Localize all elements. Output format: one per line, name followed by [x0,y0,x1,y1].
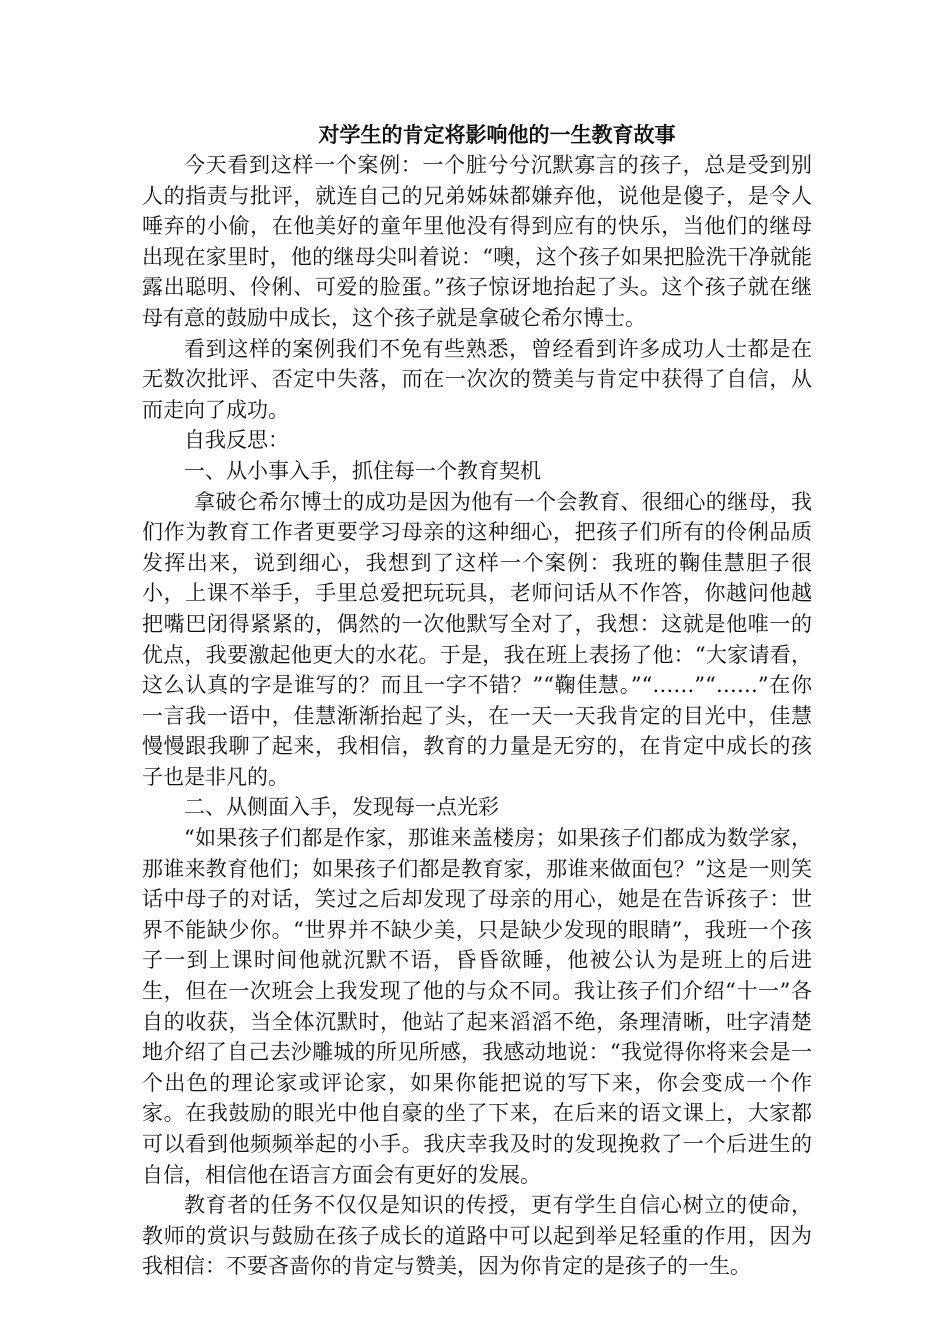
paragraph-section-two: “如果孩子们都是作家，那谁来盖楼房；如果孩子们都成为数学家，那谁来教育他们；如果孩子们都是教育家，那谁来做面包？”这是一则笑话中母子的对话，笑过之后却发现了母亲的用心，她是在告诉孩子：世界不能缺少你。“世界并不缺少美，只是缺少发现的眼睛”，我班一个孩子一到上课时间他就沉默不语，昏昏欲睡，他被公认为是班上的后进生，但在一次班会上我发现了他的与众不同。我让孩子们介绍“十一”各自的收获，当全体沉默时，他站了起来滔滔不绝，条理清晰，吐字清楚地介绍了自己去沙雕城的所见所感，我感动地说：“我觉得你将来会是一个出色的理论家或评论家，如果你能把说的写下来，你会变成一个作家。在我鼓励的眼光中他自豪的坐了下来，在后来的语文课上，大家都可以看到他频频举起的小手。我庆幸我及时的发现挽救了一个后进生的自信，相信他在语言方面会有更好的发展。 [142,826,812,1187]
paragraph-reflection-intro: 看到这样的案例我们不免有些熟悉，曾经看到许多成功人士都是在无数次批评、否定中失落，而在一次次的赞美与肯定中获得了自信，从而走向了成功。 [142,336,812,422]
section-heading-two: 二、从侧面入手，发现每一点光彩 [184,795,499,820]
document-title: 对学生的肯定将影响他的一生教育故事 [318,122,676,147]
section-heading-one: 一、从小事入手，抓住每一个教育契机 [184,458,541,483]
section-label-self-reflection: 自我反思： [184,428,289,453]
document-page [142,120,812,1282]
paragraph-intro: 今天看到这样一个案例：一个脏兮兮沉默寡言的孩子，总是受到别人的指责与批评，就连自己的兄弟姊妹都嫌弃他，说他是傻子，是令人唾弃的小偷，在他美好的童年里他没有得到应有的快乐，当他们的继母出现在家里时，他的继母尖叫着说：“噢，这个孩子如果把脸洗干净就能露出聪明、伶俐、可爱的脸蛋。”孩子惊讶地抬起了头。这个孩子就在继母有意的鼓励中成长，这个孩子就是拿破仑希尔博士。 [142,153,812,330]
paragraph-section-one: 拿破仑希尔博士的成功是因为他有一个会教育、很细心的继母，我们作为教育工作者更要学习母亲的这种细心，把孩子们所有的伶俐品质发挥出来，说到细心，我想到了这样一个案例：我班的鞠佳慧胆子很小，上课不举手，手里总爱把玩玩具，老师问话从不作答，你越问他越把嘴巴闭得紧紧的，偶然的一次他默写全对了，我想：这就是他唯一的优点，我要激起他更大的水花。于是，我在班上表扬了他：“大家请看，这么认真的字是谁写的？而且一字不错？”“鞠佳慧。”“……”“……”在你一言我一语中，佳慧渐渐抬起了头，在一天一天我肯定的目光中，佳慧慢慢跟我聊了起来，我相信，教育的力量是无穷的，在肯定中成长的孩子也是非凡的。 [142,489,812,789]
paragraph-conclusion: 教育者的任务不仅仅是知识的传授，更有学生自信心树立的使命，教师的赏识与鼓励在孩子成长的道路中可以起到举足轻重的作用，因为我相信：不要吝啬你的肯定与赞美，因为你肯定的是孩子的一生。 [142,1193,812,1279]
